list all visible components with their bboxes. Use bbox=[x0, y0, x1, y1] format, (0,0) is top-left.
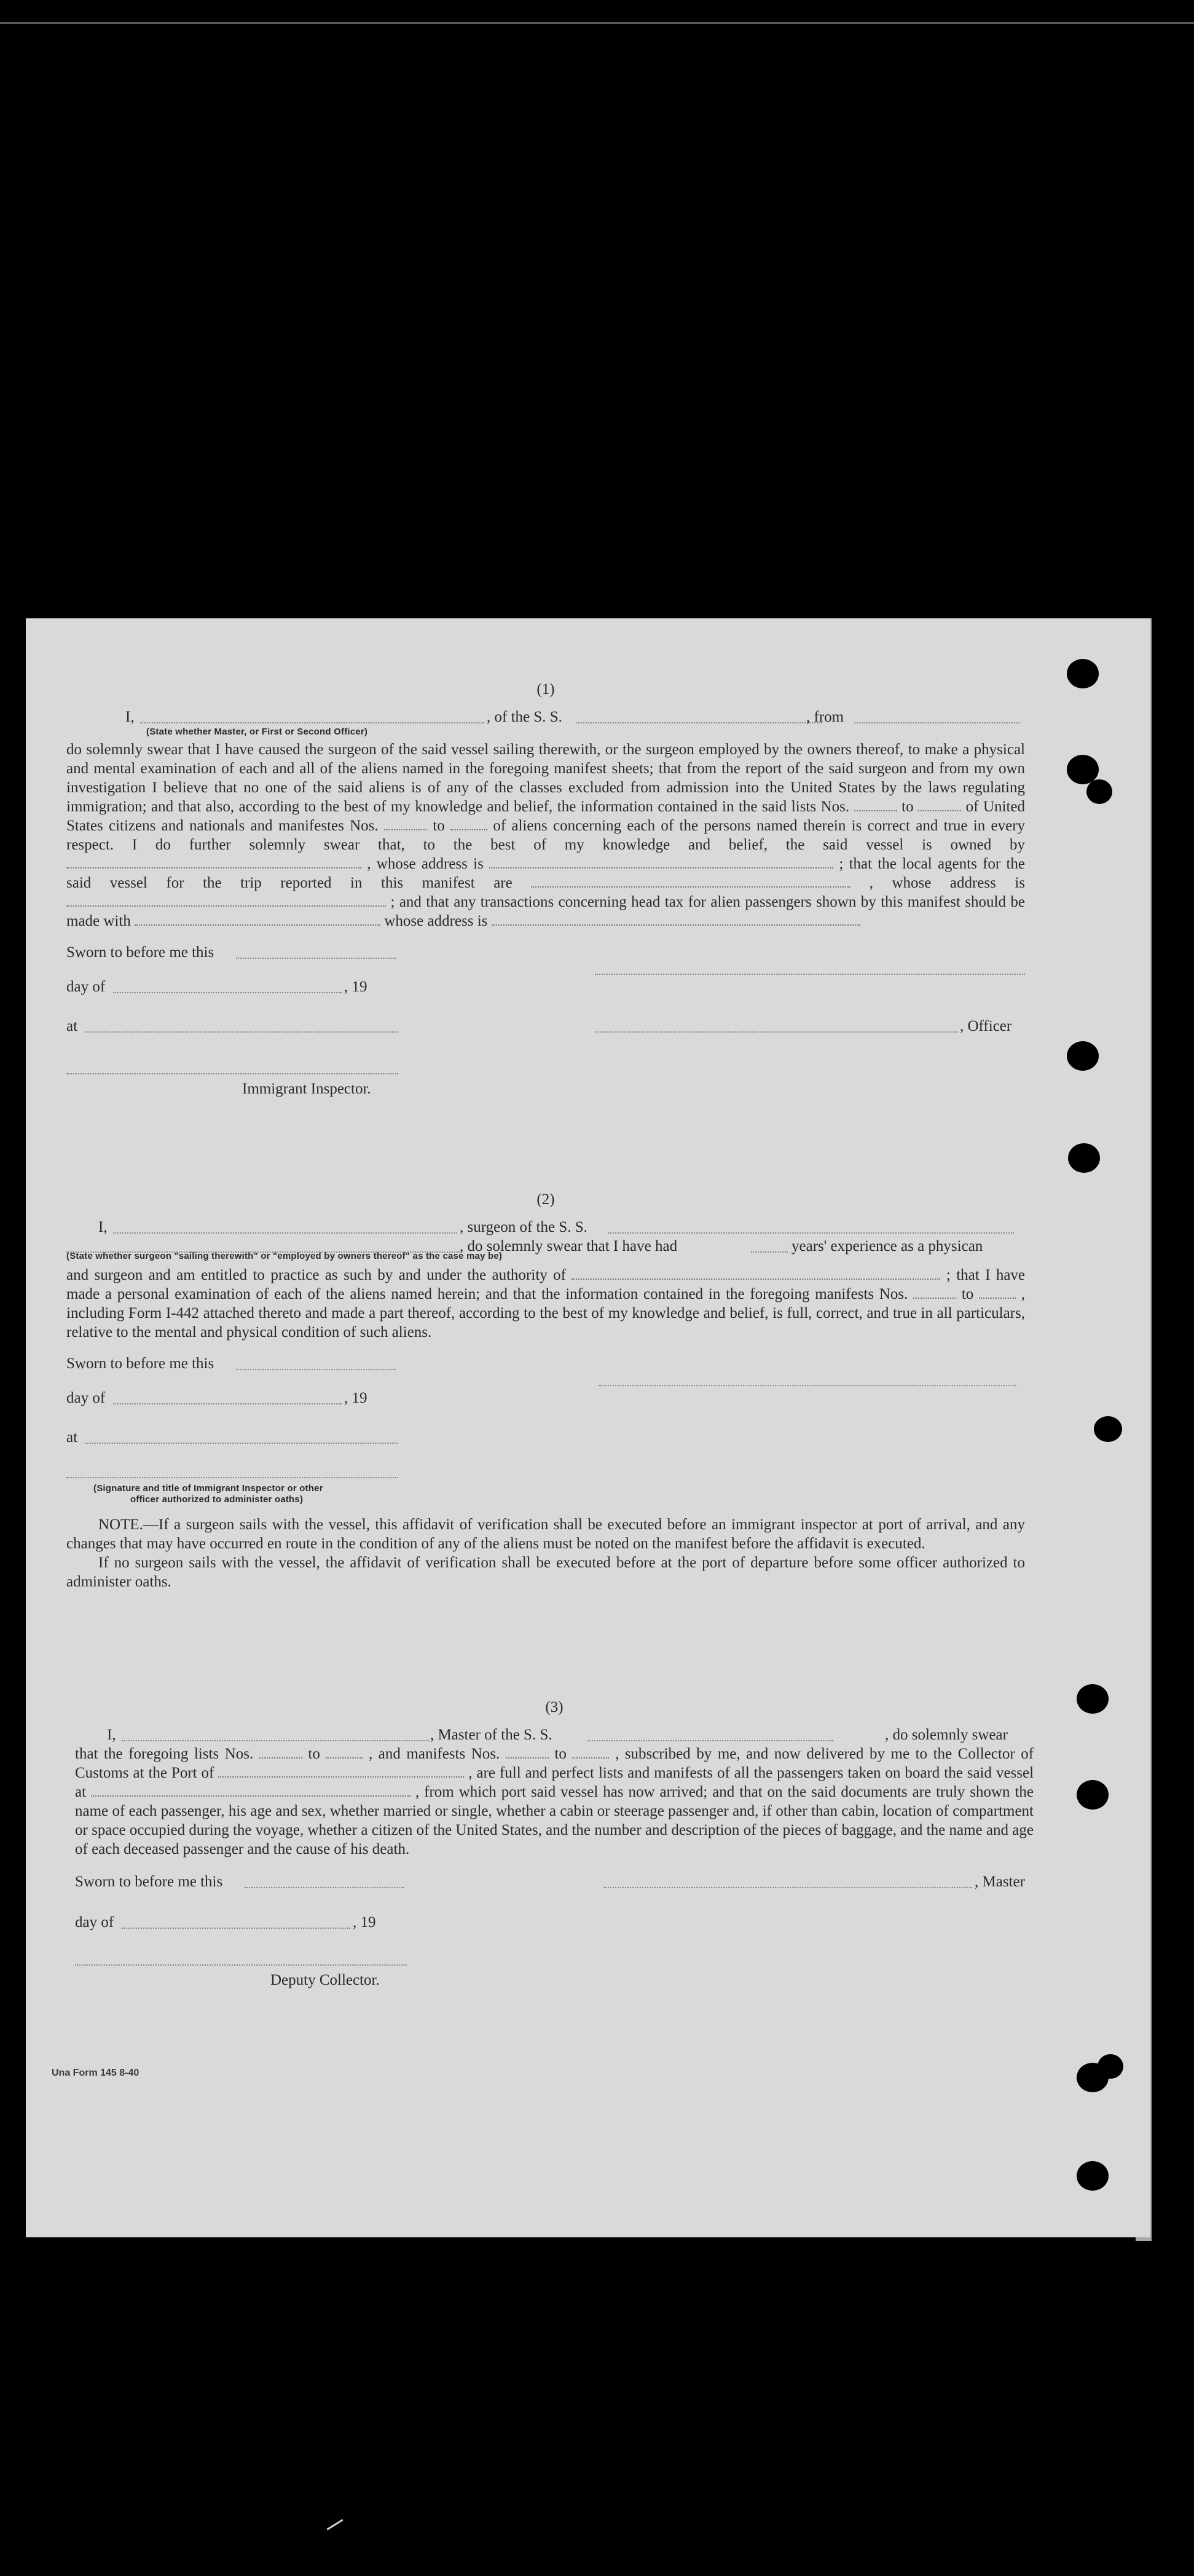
body-text: ; that the local agents for the said vessel for the trip reported in this manifest are bbox=[66, 856, 1026, 891]
sig-caption-1: (Signature and title of Immigrant Inspector or other bbox=[93, 1483, 323, 1494]
month-field[interactable] bbox=[113, 992, 342, 993]
surgeon-signature-field[interactable] bbox=[599, 1385, 1016, 1386]
body-text: to bbox=[961, 1286, 974, 1302]
punch-hole bbox=[1094, 1416, 1122, 1442]
at-label: at bbox=[66, 1429, 78, 1446]
affidavit-body-2 bbox=[66, 1266, 1025, 1342]
master-signature-field[interactable] bbox=[603, 1887, 972, 1888]
day-of-label: day of bbox=[66, 1390, 106, 1406]
affidavit-section-3 bbox=[75, 1698, 1034, 1995]
owner-field[interactable] bbox=[66, 855, 361, 869]
punch-hole bbox=[1077, 2161, 1109, 2191]
punch-hole bbox=[1067, 1041, 1099, 1071]
collector-label: Deputy Collector. bbox=[270, 1972, 380, 1988]
agent-address-field[interactable] bbox=[66, 893, 386, 907]
surgeon-caption: (State whether surgeon "sailing therewith" or "employed by owners thereof" as the case may be) bbox=[66, 1251, 503, 1261]
day-of-label: day of bbox=[66, 979, 106, 995]
top-scan-edge bbox=[0, 22, 1194, 24]
inspector-signature-field[interactable] bbox=[66, 1477, 398, 1478]
affidavit-body-1 bbox=[66, 740, 1025, 931]
list-from-field[interactable] bbox=[854, 798, 897, 811]
manifest-to-field[interactable] bbox=[572, 1745, 609, 1759]
head-tax-party-field[interactable] bbox=[135, 912, 380, 926]
manifest-to-field[interactable] bbox=[979, 1285, 1016, 1299]
punch-hole bbox=[1077, 1780, 1109, 1810]
vessel-name-field[interactable] bbox=[576, 722, 822, 723]
affidavit-form-page bbox=[26, 618, 1150, 2237]
master-oath-line bbox=[75, 1725, 1034, 1744]
year-label: , 19 bbox=[344, 979, 367, 995]
master-declaration-line bbox=[66, 707, 1025, 727]
body-text: , including Form I-442 attached thereto and made a part thereof, according to the best of my knowledge and belief, is full, correct, and true in all particulars, relative to the mental and physical condition of such aliens. bbox=[66, 1286, 1026, 1341]
experience-text: years' experience as a physican bbox=[791, 1238, 983, 1255]
officer-signature-field[interactable] bbox=[595, 1031, 957, 1033]
body-text: , from which port said vessel has now arrived; and that on the said documents are truly shown the name of each passenger, his age and sex, whether married or single, whether a cabin or steerage passenger and, if other than cabin, location of compartment or space occupied during the voyage, whether a citizen of the United States, and the number and description of the pieces of baggage, and the name and age of each deceased passenger and the cause of his death. bbox=[75, 1784, 1034, 1857]
month-field[interactable] bbox=[113, 1403, 342, 1404]
head-tax-address-field[interactable] bbox=[492, 912, 860, 926]
sworn-text: , do solemnly swear that I have had bbox=[460, 1238, 678, 1255]
signature-block-1 bbox=[66, 943, 1025, 1127]
body-text: do solemnly swear that I have caused the surgeon of the said vessel sailing therewith, or the surgeon employed by the owners thereof, to make a physical and mental examination of each and all of the aliens named in the foregoing manifest sheets; that from the report of the said surgeon and from my own investigation I believe that no one of the said aliens is of any of the classes excluded from admission into the United States by the laws regulating immigration; and that also, according to the best of my knowledge and belief, the information contained in the said lists Nos. bbox=[66, 741, 1025, 815]
body-text: , whose address is bbox=[869, 875, 1026, 891]
surgeon-status-field[interactable] bbox=[66, 1251, 460, 1253]
sworn-label: Sworn to before me this bbox=[66, 944, 214, 961]
boarding-port-field[interactable] bbox=[91, 1783, 410, 1797]
body-text: that the foregoing lists Nos. bbox=[75, 1746, 254, 1762]
body-text: whose address is bbox=[384, 913, 488, 929]
body-text: to bbox=[554, 1746, 567, 1762]
vessel-name-field[interactable] bbox=[608, 1232, 1014, 1234]
sworn-label: Sworn to before me this bbox=[75, 1873, 223, 1890]
local-agent-field[interactable] bbox=[531, 874, 850, 888]
body-text: , subscribed by me, and now delivered by me to the Collector of Customs at the Port of bbox=[75, 1746, 1034, 1781]
vessel-name-field[interactable] bbox=[587, 1740, 833, 1741]
body-text: to bbox=[901, 798, 914, 815]
body-text: and surgeon and am entitled to practice as such by and under the authority of bbox=[66, 1267, 566, 1283]
body-text: ; that I have made a personal examination of each of the aliens named herein; and that the information contained in the foregoing manifests Nos. bbox=[66, 1267, 1026, 1302]
surgeon-declaration-line bbox=[66, 1218, 1025, 1237]
year-label: , 19 bbox=[353, 1914, 376, 1931]
label-i: I, bbox=[107, 1727, 116, 1743]
note-paragraph-2: If no surgeon sails with the vessel, the affidavit of verification shall be executed before at the port of departure before some officer authorized to administer oaths. bbox=[66, 1554, 1025, 1590]
at-label: at bbox=[66, 1018, 78, 1034]
section-number: (2) bbox=[536, 1191, 555, 1208]
rank-caption: (State whether Master, or First or Second Officer) bbox=[146, 727, 368, 737]
section-number: (1) bbox=[536, 681, 555, 698]
master-name-field[interactable] bbox=[122, 1740, 429, 1741]
body-text: to bbox=[308, 1746, 320, 1762]
manifest-from-field[interactable] bbox=[913, 1285, 956, 1299]
body-text: to bbox=[433, 817, 445, 834]
years-field[interactable] bbox=[751, 1251, 788, 1253]
label-i: I, bbox=[98, 1219, 108, 1235]
label-master-of-ss: , Master of the S. S. bbox=[430, 1727, 552, 1743]
name-field[interactable] bbox=[140, 722, 484, 723]
note-paragraph-1: NOTE.—If a surgeon sails with the vessel, this affidavit of verification shall be executed before an immigrant inspector at port of arrival, and any changes that may have occurred en route in the condition of any of the aliens must be noted on the manifest before the affidavit is executed. bbox=[66, 1516, 1025, 1552]
affidavit-section-1 bbox=[66, 680, 1025, 1127]
surgeon-experience-line bbox=[66, 1237, 1025, 1256]
body-text: of aliens concerning each of the persons named therein is correct and true in every respect. I do further solemnly swear that, to the best of my knowledge and belief, the said vessel is owned by bbox=[66, 817, 1026, 853]
punch-hole bbox=[1067, 659, 1099, 688]
affidavit-body-3 bbox=[75, 1744, 1034, 1859]
owner-address-field[interactable] bbox=[489, 855, 833, 869]
surgeon-name-field[interactable] bbox=[113, 1232, 457, 1234]
sig-caption-2: officer authorized to administer oaths) bbox=[130, 1494, 304, 1505]
manifest-from-field[interactable] bbox=[384, 817, 427, 830]
collector-port-field[interactable] bbox=[218, 1764, 464, 1778]
signature-block-2 bbox=[66, 1354, 1025, 1514]
punch-hole bbox=[1098, 2054, 1123, 2079]
swear-text: , do solemnly swear bbox=[885, 1727, 1008, 1743]
inspector-label: Immigrant Inspector. bbox=[242, 1081, 371, 1097]
section-number: (3) bbox=[545, 1699, 564, 1715]
officer-label: , Officer bbox=[960, 1018, 1012, 1034]
sworn-day-field[interactable] bbox=[236, 958, 396, 959]
master-label: , Master bbox=[975, 1873, 1025, 1890]
sworn-day-field[interactable] bbox=[245, 1887, 404, 1888]
list-to-field[interactable] bbox=[918, 798, 961, 811]
list-to-field[interactable] bbox=[326, 1745, 363, 1759]
departure-port-field[interactable] bbox=[854, 722, 1020, 723]
month-field[interactable] bbox=[122, 1928, 350, 1929]
collector-signature-field[interactable] bbox=[75, 1964, 407, 1966]
sworn-label: Sworn to before me this bbox=[66, 1355, 214, 1372]
label-surgeon-of-ss: , surgeon of the S. S. bbox=[460, 1219, 587, 1235]
body-text: , are full and perfect lists and manifests of all the passengers taken on board the said vessel at bbox=[75, 1765, 1034, 1800]
at-place-field[interactable] bbox=[85, 1031, 398, 1033]
at-place-field[interactable] bbox=[85, 1443, 398, 1444]
list-from-field[interactable] bbox=[259, 1745, 302, 1759]
label-of-ss: , of the S. S. bbox=[487, 709, 562, 725]
body-text: ; and that any transactions concerning head tax for alien passengers shown by this manifest should be made with bbox=[66, 894, 1026, 929]
scan-artifact-mark bbox=[326, 2519, 343, 2530]
officer-signature-top-field[interactable] bbox=[595, 974, 1025, 975]
year-label: , 19 bbox=[344, 1390, 367, 1406]
body-text: , whose address is bbox=[367, 856, 484, 872]
body-text: , and manifests Nos. bbox=[368, 1746, 500, 1762]
signature-block-3 bbox=[75, 1872, 1034, 1995]
affidavit-section-2 bbox=[66, 1190, 1025, 1591]
inspector-signature-field[interactable] bbox=[66, 1073, 398, 1074]
punch-hole bbox=[1077, 1684, 1109, 1714]
body-text: of United States citizens and nationals and manifestes Nos. bbox=[66, 798, 1026, 834]
manifest-from-field[interactable] bbox=[506, 1745, 549, 1759]
punch-hole bbox=[1068, 1143, 1100, 1173]
label-i: I, bbox=[125, 709, 135, 725]
manifest-to-field[interactable] bbox=[450, 817, 487, 830]
sworn-day-field[interactable] bbox=[236, 1369, 396, 1370]
form-identifier: Una Form 145 8-40 bbox=[52, 2068, 139, 2078]
day-of-label: day of bbox=[75, 1914, 114, 1931]
authority-field[interactable] bbox=[571, 1266, 940, 1280]
label-from: , from bbox=[806, 709, 844, 725]
punch-hole bbox=[1086, 779, 1112, 804]
